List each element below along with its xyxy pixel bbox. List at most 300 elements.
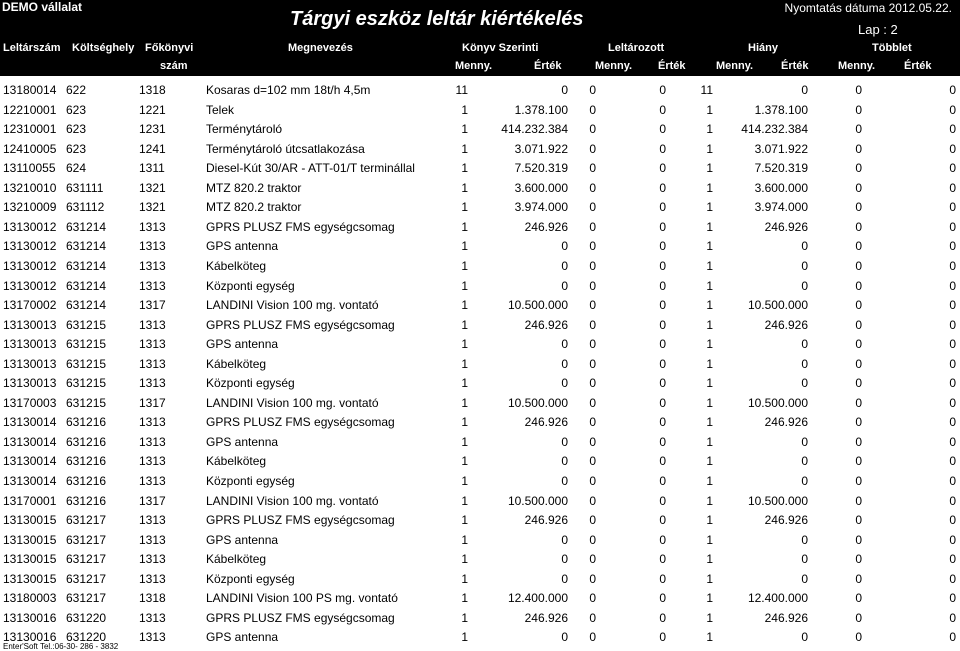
cell-fokonyv: 1313 <box>139 513 166 528</box>
cell-konyv-menny: 1 <box>461 454 468 469</box>
cell-konyv-ertek: 3.974.000 <box>514 200 568 215</box>
company-name: DEMO vállalat <box>2 0 83 14</box>
cell-leltarszam: 13180014 <box>3 83 57 97</box>
cell-fokonyv: 1313 <box>139 630 166 645</box>
cell-hiany-menny2: 0 <box>855 395 862 410</box>
col-tobblet: Többlet <box>872 42 912 54</box>
cell-konyv-menny: 1 <box>461 258 468 273</box>
cell-koltseghely: 631220 <box>66 630 107 645</box>
cell-konyv-menny: 1 <box>461 630 468 645</box>
cell-koltseghely: 631215 <box>66 376 107 391</box>
cell-leltar-menny2: 1 <box>706 258 713 273</box>
cell-hiany-menny2: 0 <box>855 376 862 391</box>
cell-koltseghely: 623 <box>66 141 87 156</box>
cell-tobblet-ertek: 0 <box>949 356 956 371</box>
cell-megnevezes: Terménytároló <box>206 122 283 137</box>
cell-fokonyv: 1313 <box>139 552 166 567</box>
cell-konyv-menny: 1 <box>461 376 468 391</box>
col-konyv-szerinti: Könyv Szerinti <box>462 42 539 54</box>
cell-konyv-menny: 1 <box>461 513 468 528</box>
cell-leltar-menny: 0 <box>589 454 596 469</box>
cell-hiany-menny2: 0 <box>855 552 862 567</box>
cell-leltar-menny: 0 <box>589 298 596 313</box>
cell-fokonyv: 1317 <box>139 395 166 410</box>
cell-leltarszam: 13130013 <box>3 337 57 352</box>
cell-koltseghely: 622 <box>66 83 87 97</box>
col-hiany-ertek: Érték <box>781 60 809 72</box>
cell-konyv-menny: 1 <box>461 298 468 313</box>
cell-fokonyv: 1313 <box>139 415 166 430</box>
cell-hiany-ertek: 0 <box>801 571 808 586</box>
cell-leltar-menny2: 1 <box>706 630 713 645</box>
cell-megnevezes: Központi egység <box>206 474 295 488</box>
cell-leltar-menny2: 1 <box>706 102 713 117</box>
cell-leltar-menny: 0 <box>589 552 596 567</box>
cell-leltarszam: 13130014 <box>3 434 57 449</box>
cell-konyv-ertek: 0 <box>561 258 568 273</box>
cell-fokonyv: 1313 <box>139 356 166 371</box>
cell-megnevezes: GPRS PLUSZ FMS egységcsomag <box>206 317 395 332</box>
cell-megnevezes: Kábelköteg <box>206 356 267 371</box>
cell-koltseghely: 631216 <box>66 493 107 508</box>
cell-konyv-menny: 1 <box>461 395 468 410</box>
cell-tobblet-ertek: 0 <box>949 532 956 547</box>
cell-leltar-menny2: 1 <box>706 434 713 449</box>
cell-leltar-ertek: 0 <box>659 200 666 215</box>
cell-megnevezes: GPS antenna <box>206 630 279 645</box>
cell-leltar-ertek: 0 <box>659 552 666 567</box>
cell-hiany-menny2: 0 <box>855 532 862 547</box>
col-leltar-menny: Menny. <box>595 60 633 72</box>
cell-hiany-menny2: 0 <box>855 83 862 97</box>
cell-koltseghely: 631216 <box>66 415 107 430</box>
col-leltar-ertek: Érték <box>658 60 686 72</box>
cell-tobblet-ertek: 0 <box>949 141 956 156</box>
cell-tobblet-ertek: 0 <box>949 102 956 117</box>
table-row <box>0 315 960 335</box>
cell-leltar-ertek: 0 <box>659 376 666 391</box>
cell-hiany-menny2: 0 <box>855 180 862 195</box>
cell-konyv-menny: 1 <box>461 532 468 547</box>
table-row <box>0 451 960 471</box>
cell-tobblet-ertek: 0 <box>949 571 956 586</box>
cell-megnevezes: LANDINI Vision 100 PS mg. vontató <box>206 591 398 606</box>
cell-megnevezes: Telek <box>206 102 235 117</box>
table-row <box>0 432 960 452</box>
cell-leltar-menny2: 1 <box>706 552 713 567</box>
table-row <box>0 627 960 647</box>
cell-konyv-ertek: 246.926 <box>524 610 568 625</box>
cell-hiany-ertek: 10.500.000 <box>747 395 808 410</box>
cell-leltar-menny2: 1 <box>706 122 713 137</box>
cell-hiany-menny2: 0 <box>855 415 862 430</box>
cell-konyv-ertek: 0 <box>561 278 568 293</box>
cell-konyv-ertek: 246.926 <box>524 513 568 528</box>
cell-konyv-ertek: 0 <box>561 337 568 352</box>
cell-megnevezes: Kábelköteg <box>206 258 267 273</box>
cell-hiany-ertek: 10.500.000 <box>747 298 808 313</box>
cell-tobblet-ertek: 0 <box>949 239 956 254</box>
cell-hiany-ertek: 0 <box>801 376 808 391</box>
cell-leltar-menny2: 1 <box>706 141 713 156</box>
cell-hiany-ertek: 3.071.922 <box>754 141 808 156</box>
cell-koltseghely: 631214 <box>66 298 107 313</box>
cell-leltar-menny2: 1 <box>706 317 713 332</box>
cell-konyv-ertek: 0 <box>561 474 568 488</box>
cell-konyv-ertek: 0 <box>561 630 568 645</box>
col-fokonyv-szam: szám <box>160 60 188 72</box>
cell-hiany-menny2: 0 <box>855 141 862 156</box>
cell-tobblet-ertek: 0 <box>949 317 956 332</box>
cell-megnevezes: Kábelköteg <box>206 454 267 469</box>
cell-leltar-ertek: 0 <box>659 610 666 625</box>
cell-megnevezes: MTZ 820.2 traktor <box>206 200 302 215</box>
cell-leltarszam: 13130013 <box>3 376 57 391</box>
cell-leltarszam: 13130014 <box>3 415 57 430</box>
cell-megnevezes: GPS antenna <box>206 532 279 547</box>
cell-koltseghely: 631215 <box>66 317 107 332</box>
print-date <box>785 1 952 15</box>
cell-leltar-menny: 0 <box>589 630 596 645</box>
cell-leltar-ertek: 0 <box>659 258 666 273</box>
cell-megnevezes: GPRS PLUSZ FMS egységcsomag <box>206 219 395 234</box>
cell-leltar-menny2: 1 <box>706 278 713 293</box>
cell-leltar-ertek: 0 <box>659 532 666 547</box>
cell-tobblet-ertek: 0 <box>949 552 956 567</box>
cell-koltseghely: 631215 <box>66 337 107 352</box>
cell-hiany-menny2: 0 <box>855 219 862 234</box>
cell-leltar-menny: 0 <box>589 493 596 508</box>
cell-leltar-menny: 0 <box>589 141 596 156</box>
cell-konyv-menny: 1 <box>461 356 468 371</box>
cell-leltarszam: 13130012 <box>3 239 57 254</box>
cell-koltseghely: 631215 <box>66 356 107 371</box>
cell-megnevezes: LANDINI Vision 100 mg. vontató <box>206 298 379 313</box>
cell-konyv-ertek: 7.520.319 <box>514 161 568 176</box>
cell-leltar-menny2: 1 <box>706 415 713 430</box>
col-konyv-ertek: Érték <box>534 60 562 72</box>
table-row <box>0 334 960 354</box>
table-row <box>0 217 960 237</box>
cell-tobblet-ertek: 0 <box>949 337 956 352</box>
cell-koltseghely: 631216 <box>66 434 107 449</box>
cell-hiany-ertek: 0 <box>801 552 808 567</box>
cell-hiany-menny2: 0 <box>855 591 862 606</box>
cell-fokonyv: 1317 <box>139 493 166 508</box>
cell-leltar-menny: 0 <box>589 434 596 449</box>
cell-leltar-ertek: 0 <box>659 474 666 488</box>
table-row <box>0 471 960 491</box>
cell-leltar-ertek: 0 <box>659 161 666 176</box>
cell-hiany-ertek: 0 <box>801 278 808 293</box>
cell-megnevezes: GPRS PLUSZ FMS egységcsomag <box>206 513 395 528</box>
cell-hiany-ertek: 0 <box>801 83 808 97</box>
cell-fokonyv: 1321 <box>139 180 166 195</box>
cell-konyv-menny: 1 <box>461 493 468 508</box>
table-row <box>0 236 960 256</box>
cell-konyv-ertek: 0 <box>561 356 568 371</box>
cell-fokonyv: 1313 <box>139 278 166 293</box>
cell-leltarszam: 13130016 <box>3 610 57 625</box>
cell-megnevezes: Diesel-Kút 30/AR - ATT-01/T terminállal <box>206 161 415 176</box>
col-tobblet-ertek: Érték <box>904 60 932 72</box>
cell-tobblet-ertek: 0 <box>949 493 956 508</box>
cell-konyv-menny: 1 <box>461 219 468 234</box>
cell-leltar-menny: 0 <box>589 102 596 117</box>
cell-hiany-ertek: 246.926 <box>764 415 808 430</box>
cell-fokonyv: 1313 <box>139 434 166 449</box>
cell-hiany-menny2: 0 <box>855 278 862 293</box>
table-row <box>0 412 960 432</box>
cell-leltar-ertek: 0 <box>659 356 666 371</box>
cell-leltar-menny2: 1 <box>706 493 713 508</box>
cell-koltseghely: 631217 <box>66 513 107 528</box>
cell-leltar-menny2: 1 <box>706 161 713 176</box>
cell-megnevezes: Kosaras d=102 mm 18t/h 4,5m <box>206 83 371 97</box>
cell-leltar-menny2: 1 <box>706 591 713 606</box>
col-fokonyv: Főkönyvi <box>145 42 194 54</box>
col-koltseghely: Költséghely <box>72 42 135 54</box>
cell-konyv-menny: 1 <box>461 610 468 625</box>
cell-leltar-menny2: 1 <box>706 454 713 469</box>
cell-leltar-menny: 0 <box>589 317 596 332</box>
cell-hiany-menny2: 0 <box>855 161 862 176</box>
cell-hiany-ertek: 3.600.000 <box>754 180 808 195</box>
cell-hiany-ertek: 0 <box>801 434 808 449</box>
cell-fokonyv: 1313 <box>139 571 166 586</box>
cell-konyv-ertek: 0 <box>561 239 568 254</box>
cell-hiany-ertek: 0 <box>801 356 808 371</box>
cell-konyv-ertek: 246.926 <box>524 317 568 332</box>
cell-konyv-ertek: 0 <box>561 532 568 547</box>
cell-leltarszam: 13130014 <box>3 474 57 488</box>
cell-hiany-menny2: 0 <box>855 200 862 215</box>
cell-koltseghely: 631217 <box>66 532 107 547</box>
cell-konyv-ertek: 12.400.000 <box>507 591 568 606</box>
cell-hiany-ertek: 7.520.319 <box>754 161 808 176</box>
cell-fokonyv: 1313 <box>139 239 166 254</box>
cell-konyv-menny: 1 <box>461 415 468 430</box>
cell-tobblet-ertek: 0 <box>949 219 956 234</box>
report-header <box>0 0 960 76</box>
cell-leltar-menny: 0 <box>589 610 596 625</box>
cell-konyv-menny: 1 <box>461 552 468 567</box>
cell-leltar-menny2: 1 <box>706 298 713 313</box>
table-row <box>0 119 960 139</box>
col-hiany: Hiány <box>748 42 778 54</box>
cell-konyv-menny: 1 <box>461 337 468 352</box>
cell-leltarszam: 13210009 <box>3 200 57 215</box>
table-row <box>0 549 960 569</box>
cell-leltar-menny2: 1 <box>706 571 713 586</box>
cell-leltar-menny2: 1 <box>706 395 713 410</box>
cell-hiany-menny2: 0 <box>855 610 862 625</box>
cell-fokonyv: 1313 <box>139 474 166 488</box>
cell-leltarszam: 13170001 <box>3 493 57 508</box>
cell-konyv-menny: 1 <box>461 161 468 176</box>
cell-koltseghely: 631217 <box>66 591 107 606</box>
cell-konyv-menny: 1 <box>461 180 468 195</box>
cell-konyv-ertek: 0 <box>561 83 568 97</box>
table-row <box>0 276 960 296</box>
cell-tobblet-ertek: 0 <box>949 180 956 195</box>
cell-leltar-ertek: 0 <box>659 317 666 332</box>
cell-konyv-menny: 1 <box>461 434 468 449</box>
report-title: Tárgyi eszköz leltár kiértékelés <box>290 8 584 30</box>
cell-hiany-menny2: 0 <box>855 102 862 117</box>
cell-hiany-menny2: 0 <box>855 258 862 273</box>
cell-tobblet-ertek: 0 <box>949 298 956 313</box>
cell-fokonyv: 1313 <box>139 610 166 625</box>
cell-leltar-ertek: 0 <box>659 513 666 528</box>
cell-leltarszam: 13130012 <box>3 258 57 273</box>
cell-koltseghely: 623 <box>66 102 87 117</box>
cell-leltarszam: 13130013 <box>3 317 57 332</box>
cell-hiany-ertek: 0 <box>801 474 808 488</box>
cell-hiany-ertek: 0 <box>801 239 808 254</box>
cell-hiany-menny2: 0 <box>855 474 862 488</box>
cell-tobblet-ertek: 0 <box>949 591 956 606</box>
cell-fokonyv: 1313 <box>139 532 166 547</box>
cell-megnevezes: LANDINI Vision 100 mg. vontató <box>206 395 379 410</box>
cell-leltar-menny2: 1 <box>706 474 713 488</box>
cell-hiany-ertek: 0 <box>801 532 808 547</box>
cell-leltarszam: 13130016 <box>3 630 57 645</box>
cell-hiany-ertek: 246.926 <box>764 610 808 625</box>
table-row <box>0 588 960 608</box>
cell-konyv-ertek: 414.232.384 <box>501 122 568 137</box>
cell-leltarszam: 13130013 <box>3 356 57 371</box>
table-row <box>0 256 960 276</box>
cell-leltar-ertek: 0 <box>659 434 666 449</box>
table-row <box>0 139 960 159</box>
cell-leltar-menny: 0 <box>589 591 596 606</box>
cell-hiany-menny2: 0 <box>855 317 862 332</box>
cell-leltarszam: 13130012 <box>3 219 57 234</box>
table-row <box>0 608 960 628</box>
cell-fokonyv: 1313 <box>139 337 166 352</box>
cell-leltar-menny2: 1 <box>706 532 713 547</box>
cell-tobblet-ertek: 0 <box>949 200 956 215</box>
cell-leltar-menny: 0 <box>589 239 596 254</box>
cell-leltar-ertek: 0 <box>659 219 666 234</box>
cell-megnevezes: Központi egység <box>206 376 295 391</box>
cell-hiany-menny2: 0 <box>855 571 862 586</box>
cell-tobblet-ertek: 0 <box>949 376 956 391</box>
cell-leltar-menny2: 1 <box>706 219 713 234</box>
cell-konyv-menny: 1 <box>461 239 468 254</box>
print-date-label: Nyomtatás dátuma <box>784 1 886 15</box>
cell-leltar-menny: 0 <box>589 122 596 137</box>
cell-megnevezes: GPS antenna <box>206 337 279 352</box>
cell-megnevezes: Kábelköteg <box>206 552 267 567</box>
cell-hiany-ertek: 3.974.000 <box>754 200 808 215</box>
cell-konyv-ertek: 3.600.000 <box>514 180 568 195</box>
cell-leltar-ertek: 0 <box>659 571 666 586</box>
table-row <box>0 373 960 393</box>
table-row <box>0 393 960 413</box>
cell-leltar-menny: 0 <box>589 200 596 215</box>
cell-hiany-menny2: 0 <box>855 298 862 313</box>
cell-hiany-menny2: 0 <box>855 513 862 528</box>
cell-hiany-menny2: 0 <box>855 454 862 469</box>
cell-tobblet-ertek: 0 <box>949 610 956 625</box>
cell-konyv-ertek: 0 <box>561 434 568 449</box>
cell-leltarszam: 13170003 <box>3 395 57 410</box>
table-row <box>0 100 960 120</box>
cell-konyv-ertek: 0 <box>561 571 568 586</box>
cell-tobblet-ertek: 0 <box>949 630 956 645</box>
cell-megnevezes: GPRS PLUSZ FMS egységcsomag <box>206 610 395 625</box>
cell-leltar-menny: 0 <box>589 180 596 195</box>
cell-leltarszam: 13130012 <box>3 278 57 293</box>
cell-fokonyv: 1321 <box>139 200 166 215</box>
col-hiany-menny: Menny. <box>716 60 754 72</box>
cell-leltarszam: 13130014 <box>3 454 57 469</box>
cell-leltar-ertek: 0 <box>659 180 666 195</box>
cell-hiany-menny2: 0 <box>855 122 862 137</box>
cell-leltar-ertek: 0 <box>659 591 666 606</box>
table-row <box>0 178 960 198</box>
cell-leltarszam: 13210010 <box>3 180 57 195</box>
cell-fokonyv: 1221 <box>139 102 166 117</box>
cell-leltar-menny: 0 <box>589 395 596 410</box>
print-date-value: 2012.05.22. <box>888 1 952 15</box>
cell-leltarszam: 12410005 <box>3 141 57 156</box>
cell-leltarszam: 12310001 <box>3 122 57 137</box>
cell-konyv-ertek: 0 <box>561 376 568 391</box>
cell-leltar-ertek: 0 <box>659 83 666 97</box>
col-tobblet-menny: Menny. <box>838 60 876 72</box>
cell-fokonyv: 1318 <box>139 83 166 97</box>
cell-leltar-ertek: 0 <box>659 298 666 313</box>
cell-konyv-ertek: 10.500.000 <box>507 493 568 508</box>
cell-leltar-menny2: 11 <box>700 83 713 97</box>
cell-leltarszam: 13170002 <box>3 298 57 313</box>
cell-tobblet-ertek: 0 <box>949 278 956 293</box>
cell-tobblet-ertek: 0 <box>949 474 956 488</box>
table-row <box>0 530 960 550</box>
cell-hiany-ertek: 12.400.000 <box>747 591 808 606</box>
cell-tobblet-ertek: 0 <box>949 122 956 137</box>
cell-tobblet-ertek: 0 <box>949 454 956 469</box>
cell-konyv-ertek: 1.378.100 <box>514 102 568 117</box>
cell-fokonyv: 1318 <box>139 591 166 606</box>
footer-text: Enter'Soft Tel.:06-30- 286 - 3832 <box>3 642 119 651</box>
cell-konyv-ertek: 10.500.000 <box>507 395 568 410</box>
page-indicator <box>858 22 898 37</box>
cell-leltar-menny2: 1 <box>706 513 713 528</box>
col-leltarozott: Leltározott <box>608 42 665 54</box>
cell-tobblet-ertek: 0 <box>949 161 956 176</box>
cell-fokonyv: 1313 <box>139 258 166 273</box>
cell-tobblet-ertek: 0 <box>949 258 956 273</box>
cell-koltseghely: 631112 <box>66 200 105 215</box>
cell-koltseghely: 631214 <box>66 258 107 273</box>
cell-hiany-ertek: 0 <box>801 258 808 273</box>
cell-leltarszam: 13110055 <box>3 161 56 176</box>
cell-koltseghely: 631216 <box>66 474 107 488</box>
cell-konyv-ertek: 0 <box>561 454 568 469</box>
cell-konyv-menny: 1 <box>461 200 468 215</box>
cell-leltar-menny: 0 <box>589 278 596 293</box>
cell-megnevezes: GPRS PLUSZ FMS egységcsomag <box>206 415 395 430</box>
cell-leltar-ertek: 0 <box>659 278 666 293</box>
cell-megnevezes: Központi egység <box>206 278 295 293</box>
page-label: Lap : <box>858 22 887 37</box>
cell-koltseghely: 631214 <box>66 278 107 293</box>
cell-hiany-ertek: 246.926 <box>764 513 808 528</box>
